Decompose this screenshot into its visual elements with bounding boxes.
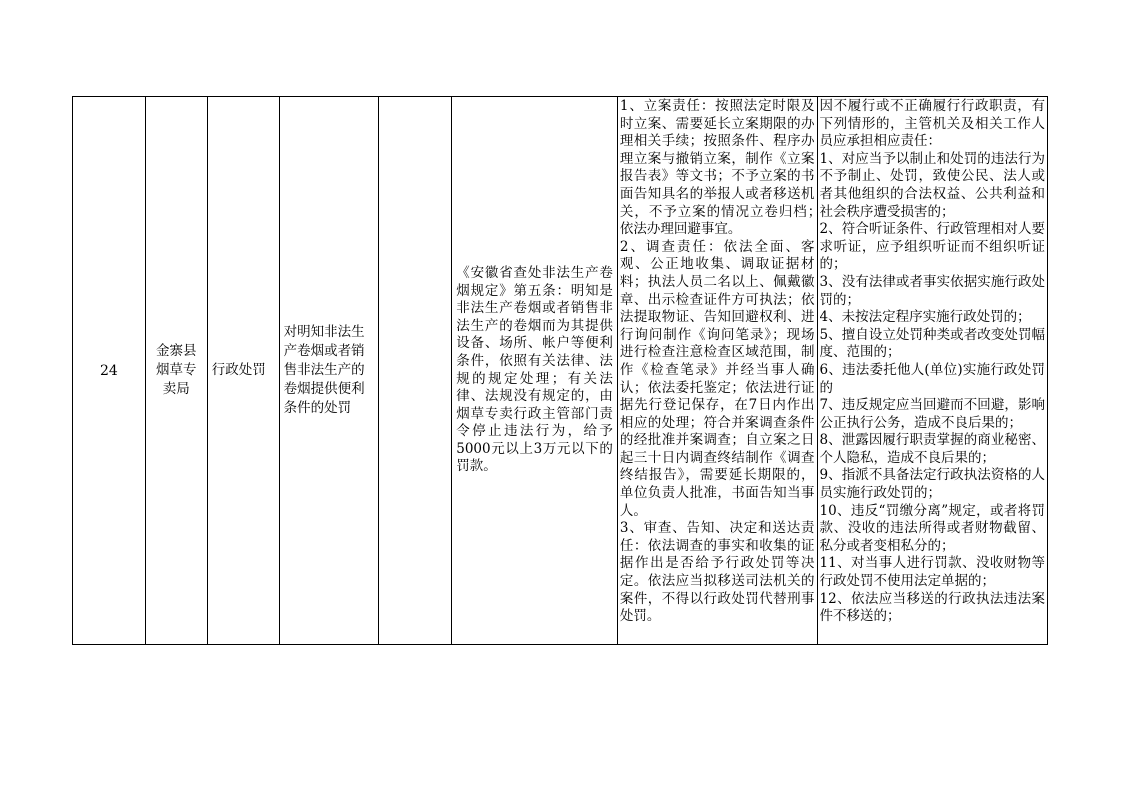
legal-basis-text: 《安徽省查处非法生产卷烟规定》第五条：明知是非法生产卷烟或者销售非法生产的卷烟而为其提供设备、场所、帐户等便利条件，依照有关法律、法规的规定处理；有关法律、法规没有规定的，由烟草专卖行政主管部门责令停止违法行为，给予5000元以上3万元以下的罚款。 [456, 264, 613, 475]
cell-sub-item [379, 97, 452, 644]
responsibility-text: 1、立案责任：按照法定时限及时立案、需要延长立案期限的办理相关手续；按照条件、程序办理立案与撤销立案，制作《立案报告表》等文书；不予立案的书面告知具名的举报人或者移送机关，不予立案的情况立卷归档； 依法办理回避事宜。 2、调查责任：依法全面、客观、公正地收集、调取证据材料；执法人员二名以上、佩戴徽章、出示检查证件方可执法；依法提取物证、告知回避权利、进行询问制作《询问笔录》；现场进行检查注意检查区域范围，制作《检查笔录》并经当事人确认；依法委托鉴定；依法进行证据先行登记保存，在7日内作出相应的处理；符合并案调查条件的经批准并案调查；自立案之日起三十日内调查终结制作《调查终结报告》，需要延长期限的，单位负责人批准，书面告知当事人。 3、审查、告知、决定和送达责任：依法调查的事实和收集的证据作出是否给予行政处罚等决定。依法应当拟移送司法机关的案件，不得以行政处罚代替刑事处罚。 [619, 98, 815, 625]
accountability-text: 因不履行或不正确履行行政职责，有下列情形的，主管机关及相关工作人员应承担相应责任： 1、对应当予以制止和处罚的违法行为不予制止、处罚，致使公民、法人或者其他组织的合法权益、公共利益和社会秩序遭受损害的； 2、符合听证条件、行政管理相对人要求听证，应予组织听证而不组织听证的； 3、没有法律或者事实依据实施行政处罚的； 4、未按法定程序实施行政处罚的； 5、擅自设立处罚种类或者改变处罚幅度、范围的； 6、违法委托他人(单位)实施行政处罚的 7、违反规定应当回避而不回避，影响公正执行公务，造成不良后果的； 8、泄露因履行职责掌握的商业秘密、个人隐私，造成不良后果的； 9、指派不具备法定行政执法资格的人员实施行政处罚的； 10、违反“罚缴分离”规定，或者将罚款、没收的违法所得或者财物截留、私分或者变相私分的； 11、对当事人进行罚款、没收财物等行政处罚不使用法定单据的； 12、依法应当移送的行政执法违法案件不移送的； [819, 98, 1046, 625]
cell-accountability [818, 97, 1048, 644]
cell-item [280, 97, 380, 644]
cell-basis [452, 97, 618, 644]
category-text: 行政处罚 [211, 362, 266, 378]
department-name: 金寨县烟草专卖局 [156, 343, 197, 397]
cell-department [146, 97, 208, 644]
cell-index [73, 97, 146, 644]
power-list-table [72, 96, 1048, 645]
row-index: 24 [100, 362, 118, 379]
cell-responsibility [618, 97, 818, 644]
cell-category [208, 97, 280, 644]
item-name: 对明知非法生产卷烟或者销售非法生产的卷烟提供便利条件的处罚 [283, 324, 365, 416]
